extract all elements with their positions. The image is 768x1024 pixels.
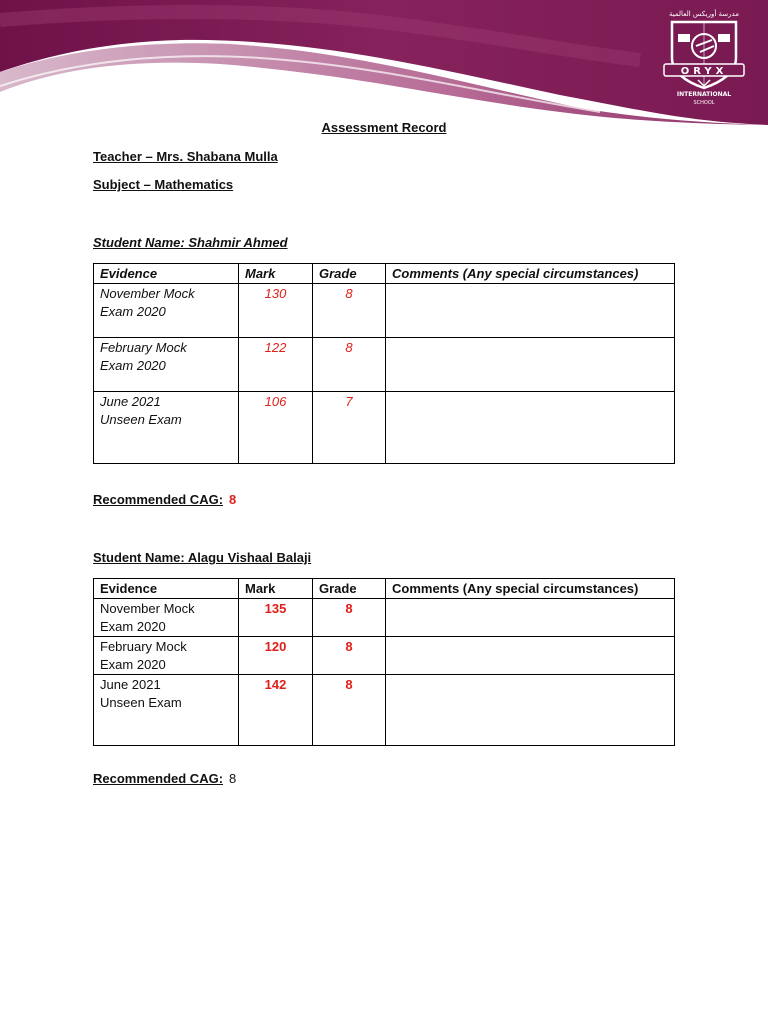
evidence-cell: June 2021 Unseen Exam	[94, 675, 239, 746]
grade-cell: 8	[313, 338, 386, 392]
grade-cell: 8	[313, 599, 386, 637]
student-name-1: Student Name: Shahmir Ahmed	[93, 235, 288, 250]
evidence-cell: February Mock Exam 2020	[94, 637, 239, 675]
column-header-mark: Mark	[239, 579, 313, 599]
logo-subtitle-1: INTERNATIONAL	[676, 91, 732, 98]
logo-arabic-text: مدرسة أوريكس العالمية	[669, 10, 739, 18]
column-header-evidence: Evidence	[94, 264, 239, 284]
cag-value: 8	[229, 492, 237, 507]
comments-cell	[386, 284, 675, 338]
student-name-2: Student Name: Alagu Vishaal Balaji	[93, 550, 312, 565]
grade-cell: 8	[313, 637, 386, 675]
evidence-cell: February Mock Exam 2020	[94, 338, 239, 392]
assessment-table-2	[93, 578, 675, 746]
table-row	[94, 338, 675, 392]
mark-cell: 106	[239, 392, 313, 464]
logo-name: ORYX	[680, 66, 728, 77]
comments-cell	[386, 675, 675, 746]
column-header-evidence: Evidence	[94, 579, 239, 599]
header-wave-banner	[0, 0, 768, 125]
table-header-row	[94, 579, 675, 599]
evidence-cell: November Mock Exam 2020	[94, 599, 239, 637]
assessment-table-1	[93, 263, 675, 464]
cag-label: Recommended CAG:	[93, 771, 224, 786]
logo-subtitle-2: SCHOOL	[693, 100, 715, 106]
evidence-cell: November Mock Exam 2020	[94, 284, 239, 338]
grade-cell: 7	[313, 392, 386, 464]
grade-cell: 8	[313, 284, 386, 338]
cag-value: 8	[229, 771, 237, 786]
table-row	[94, 284, 675, 338]
column-header-grade: Grade	[313, 579, 386, 599]
table-header-row	[94, 264, 675, 284]
table-row	[94, 675, 675, 746]
table-row	[94, 392, 675, 464]
table-row	[94, 599, 675, 637]
mark-cell: 122	[239, 338, 313, 392]
comments-cell	[386, 599, 675, 637]
mark-cell: 142	[239, 675, 313, 746]
comments-cell	[386, 392, 675, 464]
grade-cell: 8	[313, 675, 386, 746]
recommended-cag-2	[93, 771, 236, 786]
comments-cell	[386, 338, 675, 392]
column-header-grade: Grade	[313, 264, 386, 284]
teacher-line: Teacher – Mrs. Shabana Mulla	[93, 149, 278, 164]
comments-cell	[386, 637, 675, 675]
mark-cell: 130	[239, 284, 313, 338]
school-crest-logo	[656, 6, 752, 116]
column-header-comments: Comments (Any special circumstances)	[386, 579, 675, 599]
cag-label: Recommended CAG:	[93, 492, 224, 507]
evidence-cell: June 2021 Unseen Exam	[94, 392, 239, 464]
mark-cell: 120	[239, 637, 313, 675]
subject-line: Subject – Mathematics	[93, 177, 234, 192]
column-header-comments: Comments (Any special circumstances)	[386, 264, 675, 284]
mark-cell: 135	[239, 599, 313, 637]
table-row	[94, 637, 675, 675]
recommended-cag-1	[93, 492, 236, 507]
document-title: Assessment Record	[321, 120, 447, 135]
column-header-mark: Mark	[239, 264, 313, 284]
